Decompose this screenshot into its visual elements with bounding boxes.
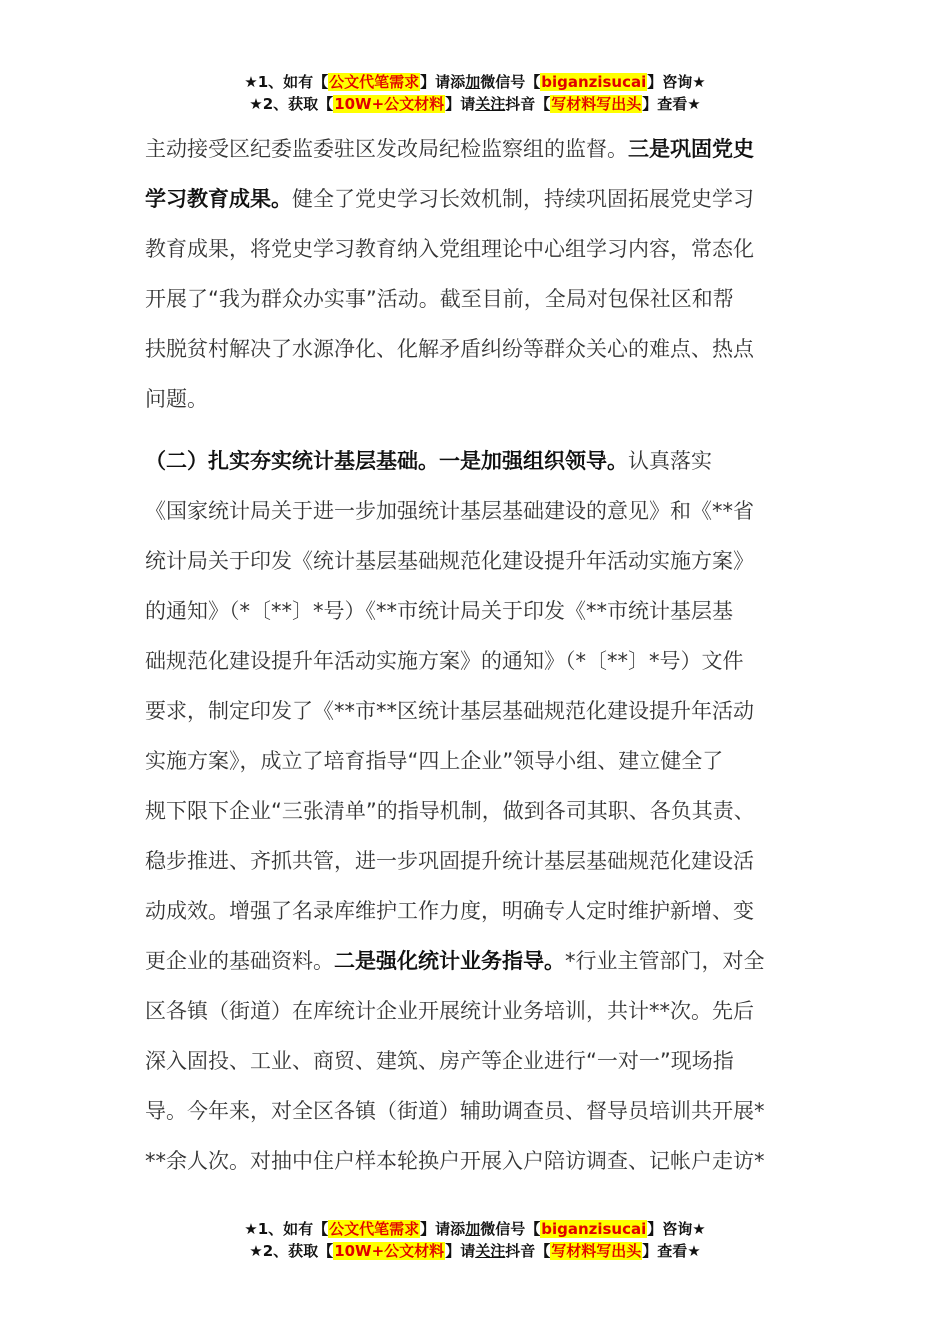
- text-segment: 的通知》（*〔**〕*号）《**市统计局关于印发《**市统计基层基: [145, 599, 733, 623]
- text-segment: 规下限下企业“三张清单”的指导机制，做到各司其职、各负其责、: [145, 799, 755, 823]
- text-line: [145, 374, 813, 424]
- text-line: [145, 486, 813, 536]
- text-line: [145, 586, 813, 636]
- text-segment: 导。今年来，对全区各镇（街道）辅助调查员、督导员培训共开展*: [145, 1099, 765, 1123]
- text-line: [145, 436, 813, 486]
- banner-text: 】咨询★: [647, 73, 706, 91]
- text-segment: 问题。: [145, 387, 208, 411]
- text-segment: 区各镇（街道）在库统计企业开展统计业务培训，共计**次。先后: [145, 999, 754, 1023]
- text-line: [145, 836, 813, 886]
- banner-line-2: [0, 93, 950, 115]
- banner-text: 】咨询★: [647, 1220, 706, 1238]
- text-line: [145, 786, 813, 836]
- text-segment: 《国家统计局关于进一步加强统计基层基础建设的意见》和《**省: [145, 499, 754, 523]
- text-line: [145, 174, 813, 224]
- banner-underline: 关注: [475, 95, 506, 113]
- text-line: [145, 1036, 813, 1086]
- banner-underline: 加: [465, 73, 481, 91]
- text-line: [145, 536, 813, 586]
- bold-text: 二是强化统计业务指导。: [334, 949, 565, 973]
- text-segment: **余人次。对抽中住户样本轮换户开展入户陪访调查、记帐户走访*: [145, 1149, 765, 1173]
- document-body: [145, 124, 813, 1186]
- banner-highlight: 写材料写出头: [551, 1242, 642, 1260]
- banner-text: 】查看★: [642, 1242, 701, 1260]
- text-line: [145, 224, 813, 274]
- text-segment: 认真落实: [628, 449, 712, 473]
- banner-line-2: [0, 1240, 950, 1262]
- text-line: [145, 274, 813, 324]
- text-segment: 扶脱贫村解决了水源净化、化解矛盾纠纷等群众关心的难点、热点: [145, 337, 754, 361]
- banner-line-1: [0, 1218, 950, 1240]
- text-segment: 动成效。增强了名录库维护工作力度，明确专人定时维护新增、变: [145, 899, 754, 923]
- text-segment: 实施方案》，成立了培育指导“四上企业”领导小组、建立健全了: [145, 749, 724, 773]
- text-line: [145, 686, 813, 736]
- text-segment: 稳步推进、齐抓共管，进一步巩固提升统计基层基础规范化建设活: [145, 849, 754, 873]
- text-segment: 主动接受区纪委监委驻区发改局纪检监察组的监督。: [145, 137, 628, 161]
- banner-highlight: 10W+公文材料: [334, 95, 445, 113]
- text-line: [145, 324, 813, 374]
- bold-text: 三是巩固党史: [628, 137, 754, 161]
- text-segment: 统计局关于印发《统计基层基础规范化建设提升年活动实施方案》: [145, 549, 754, 573]
- banner-highlight: biganzisucai: [541, 1220, 647, 1238]
- banner-text: 】请添: [420, 1220, 466, 1238]
- banner-text: 】请: [445, 95, 476, 113]
- banner-highlight: 10W+公文材料: [334, 1242, 445, 1260]
- footer-banner: [0, 1218, 950, 1262]
- text-segment: 础规范化建设提升年活动实施方案》的通知》（*〔**〕*号）文件: [145, 649, 744, 673]
- banner-text: 抖音【: [505, 1242, 551, 1260]
- text-line: [145, 936, 813, 986]
- text-line: [145, 736, 813, 786]
- banner-text: 】请: [445, 1242, 476, 1260]
- text-line: [145, 124, 813, 174]
- banner-line-1: [0, 71, 950, 93]
- banner-underline: 关注: [475, 1242, 506, 1260]
- text-line: [145, 1086, 813, 1136]
- banner-highlight: 写材料写出头: [551, 95, 642, 113]
- banner-underline: 加: [465, 1220, 481, 1238]
- banner-text: 微信号【: [480, 73, 541, 91]
- banner-highlight: 公文代笔需求: [329, 1220, 420, 1238]
- banner-text: 抖音【: [505, 95, 551, 113]
- bold-text: （二）扎实夯实统计基层基础。一是加强组织领导。: [145, 449, 628, 473]
- text-segment: 更企业的基础资料。: [145, 949, 334, 973]
- text-line: [145, 1136, 813, 1186]
- banner-highlight: biganzisucai: [541, 73, 647, 91]
- text-line: [145, 886, 813, 936]
- text-line: [145, 636, 813, 686]
- header-banner: [0, 71, 950, 115]
- text-segment: *行业主管部门，对全: [565, 949, 765, 973]
- text-segment: 要求，制定印发了《**市**区统计基层基础规范化建设提升年活动: [145, 699, 754, 723]
- text-segment: 开展了“我为群众办实事”活动。截至目前，全局对包保社区和帮: [145, 287, 734, 311]
- banner-text: ★2、获取【: [249, 1242, 334, 1260]
- text-segment: 健全了党史学习长效机制，持续巩固拓展党史学习: [292, 187, 754, 211]
- banner-text: 微信号【: [480, 1220, 541, 1238]
- text-segment: 深入固投、工业、商贸、建筑、房产等企业进行“一对一”现场指: [145, 1049, 734, 1073]
- banner-highlight: 公文代笔需求: [329, 73, 420, 91]
- banner-text: 】请添: [420, 73, 466, 91]
- banner-text: ★1、如有【: [244, 73, 329, 91]
- text-line: [145, 986, 813, 1036]
- text-segment: 教育成果，将党史学习教育纳入党组理论中心组学习内容，常态化: [145, 237, 754, 261]
- bold-text: 学习教育成果。: [145, 187, 292, 211]
- banner-text: 】查看★: [642, 95, 701, 113]
- banner-text: ★2、获取【: [249, 95, 334, 113]
- banner-text: ★1、如有【: [244, 1220, 329, 1238]
